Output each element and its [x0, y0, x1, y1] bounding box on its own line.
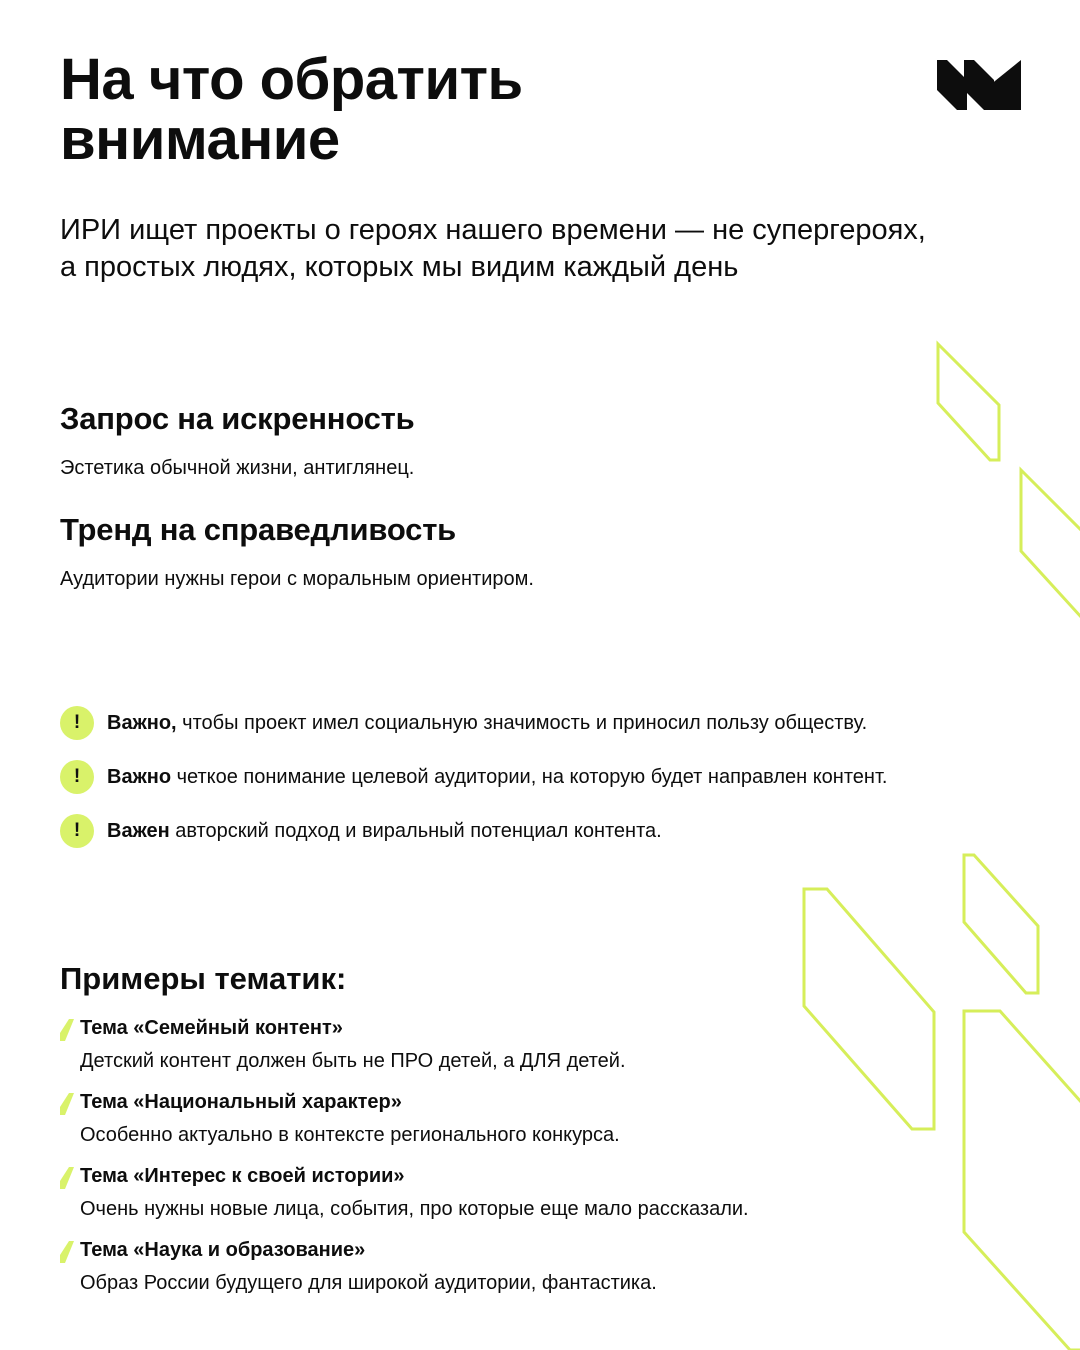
intro-line-1: ИРИ ищет проекты о героях нашего времени — не супергероях,	[60, 214, 926, 246]
deco-shape-3	[804, 889, 934, 1129]
section-title-justice: Тренд на справедливость	[60, 512, 457, 547]
important-rest-1: чтобы проект имел социальную значимость и приносил пользу обществу.	[176, 712, 868, 734]
topic-name: Тема «Семейный контент»	[80, 1017, 343, 1039]
important-bold-2: Важно	[107, 766, 172, 788]
important-text-2	[107, 764, 887, 790]
important-rest-3: авторский подход и виральный потенциал контента.	[169, 820, 662, 842]
topic-name: Тема «Национальный характер»	[80, 1091, 402, 1113]
deco-shape-5	[964, 1011, 1080, 1350]
topic-name: Тема «Наука и образование»	[80, 1239, 366, 1261]
important-bold-3: Важен	[107, 820, 170, 842]
topic-name: Тема «Интерес к своей истории»	[80, 1165, 405, 1187]
topic-desc: Особенно актуально в контексте регионального конкурса.	[80, 1124, 620, 1146]
leaf-bullet-icon	[60, 1093, 74, 1115]
page-title-line-2: внимание	[60, 107, 340, 172]
important-text-3	[107, 818, 662, 844]
page-title-line-1: На что обратить	[60, 47, 523, 112]
section-title-sincerity: Запрос на искренность	[60, 401, 415, 436]
deco-shape-2	[1021, 470, 1080, 618]
important-item-2	[60, 760, 887, 794]
important-item-1	[60, 706, 867, 740]
exclamation-icon: !	[60, 760, 94, 794]
iri-logo-icon	[937, 60, 1021, 110]
leaf-bullet-icon	[60, 1167, 74, 1189]
important-item-3	[60, 814, 662, 848]
section-text-sincerity: Эстетика обычной жизни, антиглянец.	[60, 457, 415, 479]
intro-line-2: а простых людях, которых мы видим каждый день	[60, 251, 739, 283]
deco-shape-1	[938, 344, 999, 460]
deco-shape-4	[964, 855, 1038, 993]
intro-text	[60, 212, 1040, 286]
topic-desc: Образ России будущего для широкой аудитории, фантастика.	[80, 1272, 657, 1294]
exclamation-icon: !	[60, 814, 94, 848]
important-bold-1: Важно,	[107, 712, 177, 734]
topic-desc: Очень нужны новые лица, события, про которые еще мало рассказали.	[80, 1198, 749, 1220]
leaf-bullet-icon	[60, 1241, 74, 1263]
topic-desc: Детский контент должен быть не ПРО детей, а ДЛЯ детей.	[80, 1050, 626, 1072]
leaf-bullet-icon	[60, 1019, 74, 1041]
examples-title: Примеры тематик:	[60, 961, 347, 996]
page-title	[60, 47, 523, 172]
section-text-justice: Аудитории нужны герои с моральным ориентиром.	[60, 568, 534, 590]
exclamation-icon: !	[60, 706, 94, 740]
important-rest-2: четкое понимание целевой аудитории, на которую будет направлен контент.	[171, 766, 888, 788]
important-text-1	[107, 710, 867, 736]
